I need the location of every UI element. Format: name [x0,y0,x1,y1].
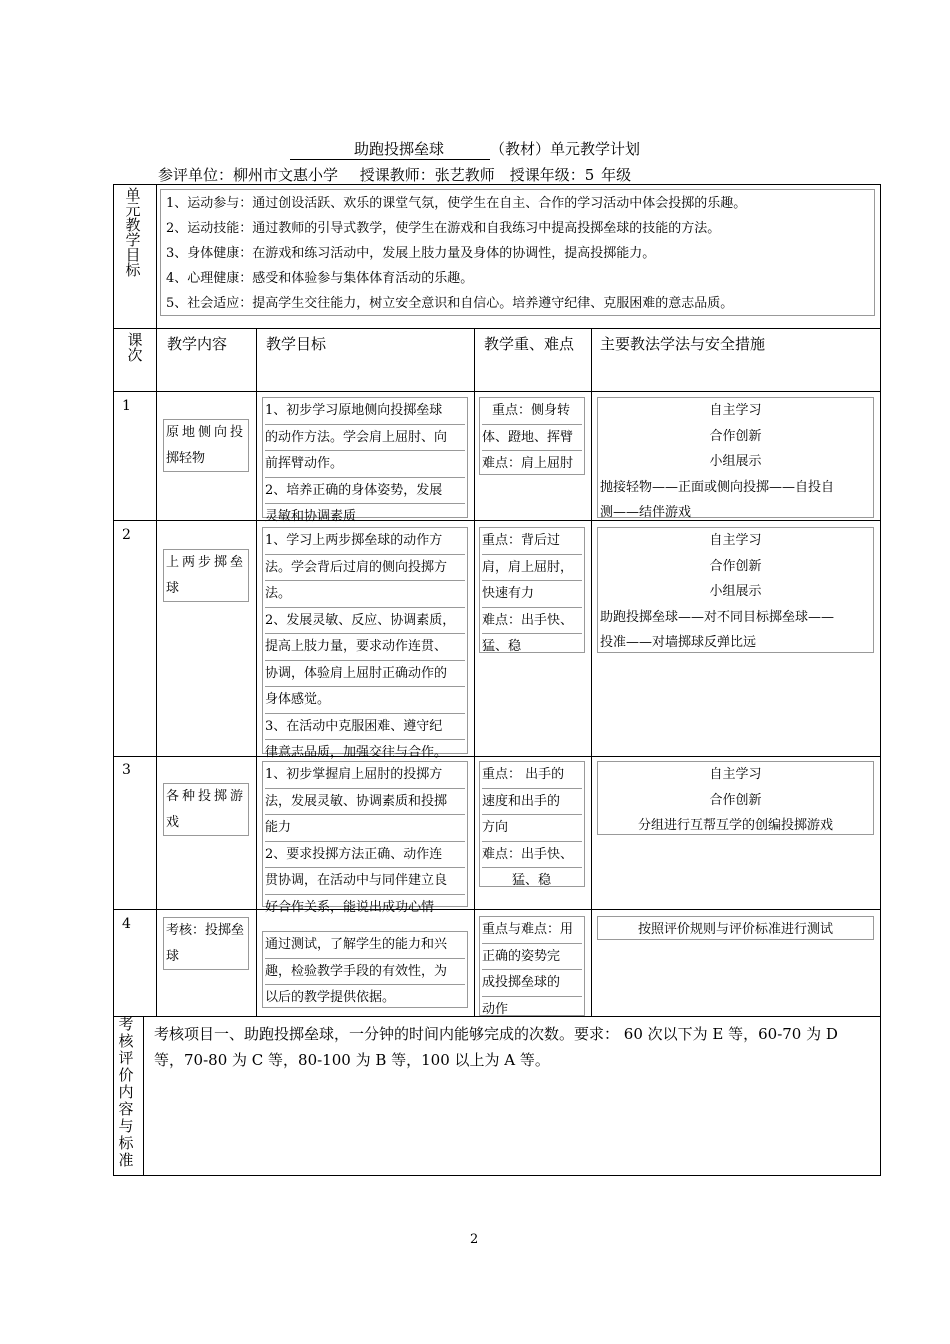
lesson-methods: 自主学习 合作创新 小组展示 抛接轻物——正面或侧向投掷——自投自 测——结伴游戏 [597,397,874,518]
lesson-methods: 自主学习 合作创新 小组展示 助跑投掷垒球——对不同目标掷垒球—— 投准——对墙掷球反弹比远 [597,527,874,653]
lesson-content: 原地侧向投 掷轻物 [163,419,249,472]
lesson-content: 各种投掷游 戏 [163,783,249,836]
header-content: 教学内容 [167,335,228,353]
lesson-number: 1 [122,398,131,414]
lesson-content: 考核：投掷垒 球 [163,917,249,970]
page-number: 2 [470,1232,479,1247]
lesson-key-points: 重点： 出手的 速度和出手的 方向 难点：出手快、 猛、稳 [479,761,585,887]
objective-item: 3、身体健康：在游戏和练习活动中，发展上肢力量及身体的协调性，提高投掷能力。 [166,246,656,261]
title-suffix: （教材）单元教学计划 [490,140,641,158]
lesson-goals: 1、初步学习原地侧向投掷垒球 的动作方法。学会肩上屈肘、向 前挥臂动作。 2、培养正确的身体姿势，发展 灵敏和协调素质 [262,397,468,518]
objective-item: 2、运动技能：通过教师的引导式教学，使学生在游戏和自我练习中提高投掷垒球的技能的方法。 [166,221,721,236]
document-title [290,138,640,160]
lesson-key-points: 重点与难点：用 正确的姿势完 成投掷垒球的 动作 [479,916,585,1016]
document-subtitle: 参评单位：柳州市文惠小学 授课教师：张艺教师 授课年级：5 年级 [158,166,632,184]
header-goal: 教学目标 [266,335,327,353]
lesson-methods: 自主学习 合作创新 分组进行互帮互学的创编投掷游戏 [597,761,874,835]
lesson-goals: 通过测试，了解学生的能力和兴 趣，检验教学手段的有效性，为 以后的教学提供依据。 [262,931,468,1008]
unit-objectives-list [166,191,746,316]
objective-item: 4、心理健康：感受和体验参与集体体育活动的乐趣。 [166,271,474,286]
lesson-goals: 1、初步掌握肩上屈肘的投掷方 法，发展灵敏、协调素质和投掷 能力 2、要求投掷方法正确、动作连 贯协调，在活动中与同伴建立良 好合作关系，能说出成功心情 [262,761,468,907]
lesson-number: 3 [122,762,131,778]
lesson-goals: 1、学习上两步掷垒球的动作方 法。学会背后过肩的侧向投掷方 法。 2、发展灵敏、反应、协调素质， 提高上肢力量，要求动作连贯、 协调，体验肩上屈肘正确动作的 身体感觉。 3、在活动中克服困难、遵守纪 律意志品质，加强交往与合作。 [262,527,468,754]
lesson-key-points: 重点：背后过 肩，肩上屈肘， 快速有力 难点：出手快、 猛、稳 [479,527,585,653]
lesson-number: 4 [122,916,131,932]
lesson-key-points: 重点：侧身转 体、蹬地、挥臂 难点：肩上屈肘 [479,397,585,475]
title-material: 助跑投掷垒球 [290,138,490,160]
objective-item: 5、社会适应：提高学生交往能力，树立安全意识和自信心。培养遵守纪律、克服困难的意志品质。 [166,296,734,311]
header-key-points: 教学重、难点 [484,335,575,353]
header-methods: 主要教法学法与安全措施 [600,335,766,353]
evaluation-text: 考核项目一、助跑投掷垒球，一分钟的时间内能够完成的次数。要求： 60 次以下为 E 等，60-70 为 D 等，70-80 为 C 等，80-100 为 B 等，100 以上为 A 等。 [154,1025,838,1069]
unit-objectives-label: 单 元 教 学 目 标 [125,186,141,279]
lesson-content: 上两步掷垒 球 [163,549,249,602]
lesson-methods: 按照评价规则与评价标准进行测试 [597,916,874,940]
objective-item: 1、运动参与：通过创设活跃、欢乐的课堂气氛，使学生在自主、合作的学习活动中体会投掷的乐趣。 [166,196,747,211]
header-lesson: 课 次 [127,331,143,364]
evaluation-label: 考 核 评 价 内 容 与 标 准 [118,1015,134,1169]
lesson-number: 2 [122,527,131,543]
